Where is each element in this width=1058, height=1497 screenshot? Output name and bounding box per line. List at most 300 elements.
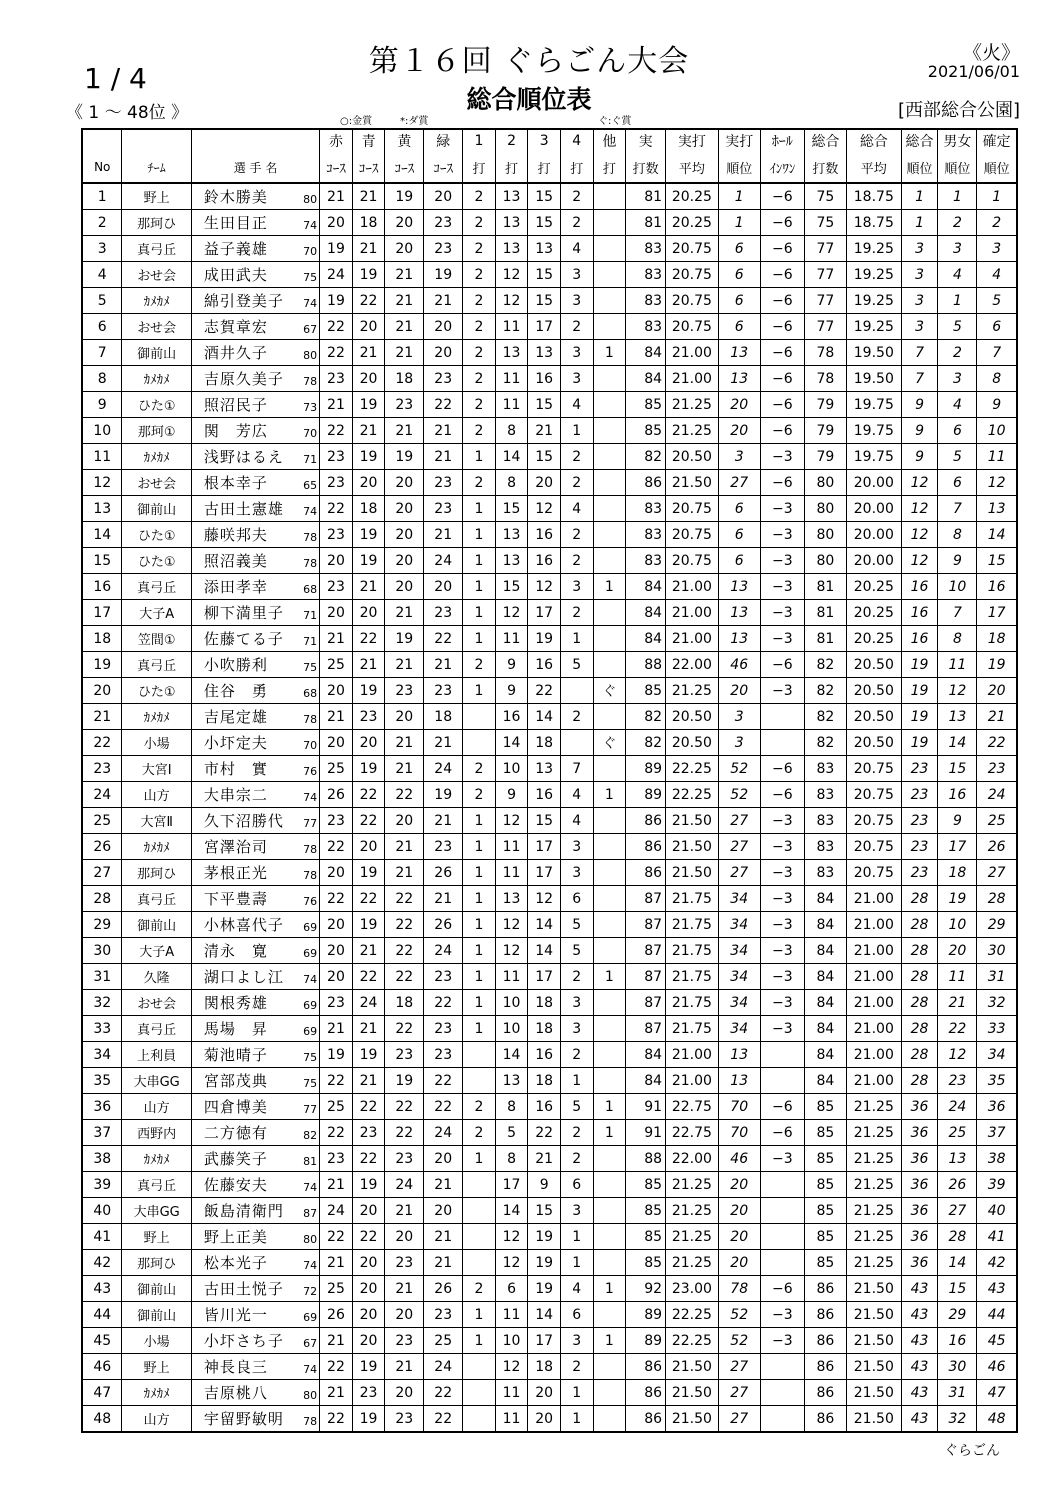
cell-actual: 87 [626,912,666,938]
cell-red: 23 [320,808,353,834]
cell-s1: 1 [463,964,496,990]
cell-hio [760,1224,804,1250]
player-age: 69 [303,1025,318,1038]
cell-s3: 22 [528,1120,561,1146]
cell-total: 84 [804,1016,846,1042]
cell-blue: 22 [352,1224,385,1250]
cell-actual: 83 [626,496,666,522]
cell-total: 86 [804,1354,846,1380]
cell-blue: 22 [352,808,385,834]
cell-actual: 82 [626,704,666,730]
cell-actual-rank: 1 [718,183,760,210]
player-age: 78 [303,1415,318,1428]
cell-yellow: 22 [385,782,424,808]
cell-hio: −3 [760,834,804,860]
cell-gender-rank: 9 [938,808,977,834]
cell-team: おせ会 [122,262,191,288]
cell-total-rank: 9 [901,418,938,444]
cell-red: 23 [320,366,353,392]
cell-no: 15 [82,548,122,574]
cell-final: 6 [977,314,1017,340]
cell-s4: 3 [560,340,593,366]
cell-s2: 13 [495,522,528,548]
cell-actual-rank: 46 [718,652,760,678]
cell-final: 4 [977,262,1017,288]
cell-actual-avg: 22.00 [666,652,719,678]
cell-total: 81 [804,600,846,626]
cell-s4: 5 [560,652,593,678]
cell-actual-avg: 21.50 [666,1354,719,1380]
cell-final: 3 [977,236,1017,262]
cell-actual-avg: 21.75 [666,964,719,990]
cell-team: 御前山 [122,496,191,522]
cell-s2: 5 [495,1120,528,1146]
cell-player [191,782,319,808]
cell-s4: 2 [560,522,593,548]
table-row [82,418,1017,444]
cell-yellow: 20 [385,236,424,262]
player-name: 浅野はるえ [203,448,284,466]
cell-yellow: 20 [385,808,424,834]
cell-red: 25 [320,1094,353,1120]
player-age: 70 [303,739,318,752]
player-age: 78 [303,869,318,882]
cell-blue: 20 [352,1302,385,1328]
cell-no: 6 [82,314,122,340]
legend-dagger: *:ダ賞 [400,116,429,127]
cell-total-avg: 21.00 [846,1068,901,1094]
cell-yellow: 20 [385,574,424,600]
cell-no: 27 [82,860,122,886]
cell-final: 9 [977,392,1017,418]
cell-other [593,860,626,886]
cell-no: 11 [82,444,122,470]
cell-total-avg: 19.75 [846,444,901,470]
cell-hio: −3 [760,808,804,834]
cell-s4: 2 [560,600,593,626]
player-age: 70 [303,427,318,440]
cell-s1: 2 [463,262,496,288]
cell-player [191,1224,319,1250]
cell-red: 22 [320,340,353,366]
player-name: 成田武夫 [203,266,268,284]
cell-blue: 19 [352,1354,385,1380]
col-gender-rank-top: 男女 [938,129,977,152]
cell-s1 [463,1172,496,1198]
cell-total-avg: 21.00 [846,886,901,912]
cell-final: 36 [977,1094,1017,1120]
cell-blue: 20 [352,730,385,756]
cell-total-avg: 21.50 [846,1380,901,1406]
cell-s3: 20 [528,1406,561,1433]
footer-signature: ぐらごん [944,1443,1000,1459]
col-actual-top: 実 [626,129,666,152]
cell-actual: 82 [626,444,666,470]
cell-s4 [560,730,593,756]
cell-gender-rank: 18 [938,860,977,886]
cell-gender-rank: 3 [938,236,977,262]
cell-actual-avg: 20.50 [666,704,719,730]
cell-final: 2 [977,210,1017,236]
player-name: 生田目正 [203,214,268,232]
cell-no: 41 [82,1224,122,1250]
cell-yellow: 23 [385,1406,424,1433]
cell-green: 22 [424,626,463,652]
cell-gender-rank: 13 [938,704,977,730]
player-age: 78 [303,843,318,856]
player-name: 小林喜代子 [203,916,284,934]
player-age: 80 [303,1389,318,1402]
cell-team: ｶﾒｶﾒ [122,366,191,392]
cell-hio [760,1198,804,1224]
cell-green: 21 [424,1224,463,1250]
cell-hio [760,704,804,730]
cell-other: 1 [593,340,626,366]
cell-s3: 18 [528,990,561,1016]
cell-s2: 14 [495,1198,528,1224]
cell-actual: 84 [626,574,666,600]
cell-final: 12 [977,470,1017,496]
cell-final: 43 [977,1276,1017,1302]
legend-gold: ○:金賞 [340,116,373,127]
cell-total-rank: 36 [901,1146,938,1172]
cell-actual: 88 [626,1146,666,1172]
player-name: 酒井久子 [203,344,268,362]
cell-blue: 19 [352,262,385,288]
table-row [82,183,1017,210]
cell-green: 21 [424,1172,463,1198]
cell-s4: 7 [560,756,593,782]
cell-hio: −3 [760,912,804,938]
cell-total: 84 [804,938,846,964]
cell-hio: −6 [760,1276,804,1302]
cell-s2: 11 [495,1380,528,1406]
cell-team: 上利員 [122,1042,191,1068]
table-row [82,496,1017,522]
cell-s3: 17 [528,860,561,886]
player-age: 69 [303,999,318,1012]
cell-s2: 12 [495,1250,528,1276]
cell-total: 85 [804,1120,846,1146]
cell-actual-avg: 21.75 [666,938,719,964]
cell-other: 1 [593,1120,626,1146]
cell-other [593,236,626,262]
cell-other [593,1250,626,1276]
cell-total-rank: 36 [901,1094,938,1120]
cell-green: 23 [424,496,463,522]
cell-green: 22 [424,1068,463,1094]
cell-total-rank: 3 [901,314,938,340]
cell-gender-rank: 28 [938,1224,977,1250]
cell-no: 35 [82,1068,122,1094]
cell-hio: −3 [760,444,804,470]
cell-team: 真弓丘 [122,886,191,912]
player-age: 81 [303,1155,318,1168]
cell-actual-rank: 52 [718,782,760,808]
cell-gender-rank: 10 [938,912,977,938]
cell-blue: 19 [352,392,385,418]
cell-total-avg: 20.00 [846,522,901,548]
cell-total-rank: 19 [901,652,938,678]
cell-red: 20 [320,210,353,236]
player-name: 吉尾定雄 [203,708,268,726]
cell-total-avg: 18.75 [846,183,901,210]
cell-no: 9 [82,392,122,418]
cell-actual-avg: 20.75 [666,548,719,574]
player-age: 76 [303,765,318,778]
cell-other [593,262,626,288]
cell-actual-rank: 20 [718,418,760,444]
player-name: 益子義雄 [203,240,268,258]
cell-total: 85 [804,1198,846,1224]
cell-gender-rank: 30 [938,1354,977,1380]
cell-red: 21 [320,704,353,730]
cell-s4: 2 [560,1120,593,1146]
cell-player [191,470,319,496]
cell-team: ひた① [122,548,191,574]
cell-player [191,522,319,548]
player-age: 78 [303,375,318,388]
cell-total: 80 [804,522,846,548]
cell-yellow: 23 [385,678,424,704]
cell-other [593,626,626,652]
col-s4-top: 4 [560,129,593,152]
col-total-top: 総合 [804,129,846,152]
table-row [82,834,1017,860]
cell-actual-rank: 20 [718,1224,760,1250]
cell-s3: 15 [528,392,561,418]
cell-no: 17 [82,600,122,626]
cell-other: 1 [593,964,626,990]
player-name: 二方徳有 [203,1124,268,1142]
cell-green: 23 [424,1016,463,1042]
cell-total-rank: 28 [901,912,938,938]
cell-other: ぐ [593,678,626,704]
cell-actual-rank: 34 [718,886,760,912]
cell-other [593,756,626,782]
cell-gender-rank: 7 [938,600,977,626]
cell-total-rank: 1 [901,210,938,236]
cell-total-avg: 21.00 [846,1016,901,1042]
cell-green: 21 [424,288,463,314]
cell-hio: −3 [760,990,804,1016]
cell-green: 20 [424,1198,463,1224]
cell-player [191,1172,319,1198]
cell-no: 14 [82,522,122,548]
cell-total-rank: 28 [901,990,938,1016]
cell-actual: 89 [626,782,666,808]
player-name: 藤咲邦夫 [203,526,268,544]
cell-red: 23 [320,470,353,496]
col-actual-bottom: 打数 [626,152,666,183]
cell-hio: −3 [760,574,804,600]
cell-no: 7 [82,340,122,366]
cell-actual-rank: 6 [718,314,760,340]
cell-player [191,1146,319,1172]
cell-team: ひた① [122,392,191,418]
cell-s4: 2 [560,1354,593,1380]
cell-s3: 17 [528,600,561,626]
cell-final: 22 [977,730,1017,756]
cell-no: 29 [82,912,122,938]
table-row [82,262,1017,288]
cell-no: 39 [82,1172,122,1198]
cell-s3: 20 [528,1380,561,1406]
cell-total-rank: 19 [901,730,938,756]
cell-other [593,808,626,834]
cell-actual-avg: 21.00 [666,600,719,626]
cell-actual-rank: 27 [718,1406,760,1433]
cell-total-avg: 19.75 [846,418,901,444]
cell-total-rank: 9 [901,444,938,470]
cell-actual-rank: 27 [718,1380,760,1406]
cell-s3: 22 [528,678,561,704]
table-row [82,1120,1017,1146]
cell-actual-avg: 21.50 [666,1406,719,1433]
legend-gu: ぐ:ぐ賞 [598,116,632,127]
cell-red: 22 [320,314,353,340]
cell-team: ひた① [122,522,191,548]
cell-red: 22 [320,1224,353,1250]
cell-total-avg: 21.25 [846,1224,901,1250]
cell-s3: 16 [528,652,561,678]
cell-total: 81 [804,626,846,652]
table-row [82,704,1017,730]
cell-s4: 2 [560,964,593,990]
cell-actual: 87 [626,1016,666,1042]
col-red-top: 赤 [320,129,353,152]
cell-actual-rank: 34 [718,964,760,990]
cell-actual-avg: 20.25 [666,183,719,210]
col-s2-bottom: 打 [495,152,528,183]
cell-s2: 11 [495,1406,528,1433]
cell-red: 25 [320,652,353,678]
table-row [82,756,1017,782]
cell-yellow: 23 [385,392,424,418]
cell-s3: 16 [528,522,561,548]
cell-final: 5 [977,288,1017,314]
cell-s1: 1 [463,938,496,964]
cell-actual-avg: 21.25 [666,418,719,444]
cell-no: 48 [82,1406,122,1433]
cell-final: 10 [977,418,1017,444]
cell-hio: −6 [760,183,804,210]
cell-total: 83 [804,834,846,860]
cell-total-rank: 36 [901,1172,938,1198]
page-indicator: 1 / 4 [84,62,147,95]
cell-gender-rank: 1 [938,183,977,210]
cell-hio: −3 [760,522,804,548]
cell-other [593,1302,626,1328]
cell-hio: −6 [760,288,804,314]
cell-actual-rank: 13 [718,366,760,392]
col-total-rank-top: 総合 [901,129,938,152]
cell-blue: 24 [352,990,385,1016]
cell-actual-avg: 21.50 [666,834,719,860]
cell-blue: 22 [352,626,385,652]
cell-total: 77 [804,236,846,262]
cell-total: 84 [804,912,846,938]
rank-range: 《 1 ～ 48位 》 [66,103,189,123]
table-body [82,183,1017,1432]
cell-actual-rank: 27 [718,860,760,886]
cell-hio: −3 [760,678,804,704]
table-row [82,1276,1017,1302]
cell-gender-rank: 24 [938,1094,977,1120]
player-name: 照沼義美 [203,552,268,570]
cell-total: 75 [804,183,846,210]
tournament-title: 第１６回 ぐらごん大会 [368,44,690,79]
cell-final: 23 [977,756,1017,782]
cell-total: 82 [804,678,846,704]
cell-hio: −6 [760,782,804,808]
table-row [82,210,1017,236]
cell-red: 21 [320,392,353,418]
cell-s4: 5 [560,938,593,964]
player-age: 69 [303,921,318,934]
cell-s2: 12 [495,938,528,964]
cell-s1: 2 [463,288,496,314]
cell-total-avg: 20.75 [846,782,901,808]
cell-actual-avg: 22.75 [666,1120,719,1146]
cell-green: 24 [424,938,463,964]
table-row [82,678,1017,704]
cell-s4: 2 [560,1042,593,1068]
cell-s1: 1 [463,496,496,522]
cell-total-avg: 21.00 [846,938,901,964]
cell-s2: 11 [495,314,528,340]
cell-final: 21 [977,704,1017,730]
cell-red: 20 [320,860,353,886]
cell-final: 15 [977,548,1017,574]
cell-total: 79 [804,392,846,418]
cell-actual-rank: 27 [718,1354,760,1380]
player-age: 72 [303,1285,318,1298]
cell-team: 真弓丘 [122,1172,191,1198]
table-row [82,1146,1017,1172]
cell-actual-rank: 20 [718,1250,760,1276]
cell-actual-rank: 6 [718,522,760,548]
cell-blue: 18 [352,210,385,236]
cell-yellow: 21 [385,1354,424,1380]
cell-actual-avg: 21.75 [666,912,719,938]
cell-s4: 3 [560,1198,593,1224]
cell-s4: 1 [560,626,593,652]
cell-player [191,548,319,574]
cell-red: 22 [320,1354,353,1380]
cell-green: 21 [424,886,463,912]
player-age: 78 [303,713,318,726]
cell-actual: 83 [626,548,666,574]
cell-blue: 21 [352,652,385,678]
cell-team: 御前山 [122,1276,191,1302]
cell-s1: 1 [463,678,496,704]
table-row [82,236,1017,262]
cell-hio [760,1250,804,1276]
cell-green: 23 [424,210,463,236]
player-name: 野上正美 [203,1228,268,1246]
cell-gender-rank: 4 [938,392,977,418]
event-date: 2021/06/01 [927,62,1020,81]
cell-total-rank: 28 [901,938,938,964]
cell-red: 21 [320,1250,353,1276]
player-age: 78 [303,531,318,544]
cell-other [593,392,626,418]
cell-s4: 3 [560,1328,593,1354]
cell-total-avg: 21.25 [846,1172,901,1198]
cell-blue: 21 [352,418,385,444]
cell-s2: 14 [495,1042,528,1068]
